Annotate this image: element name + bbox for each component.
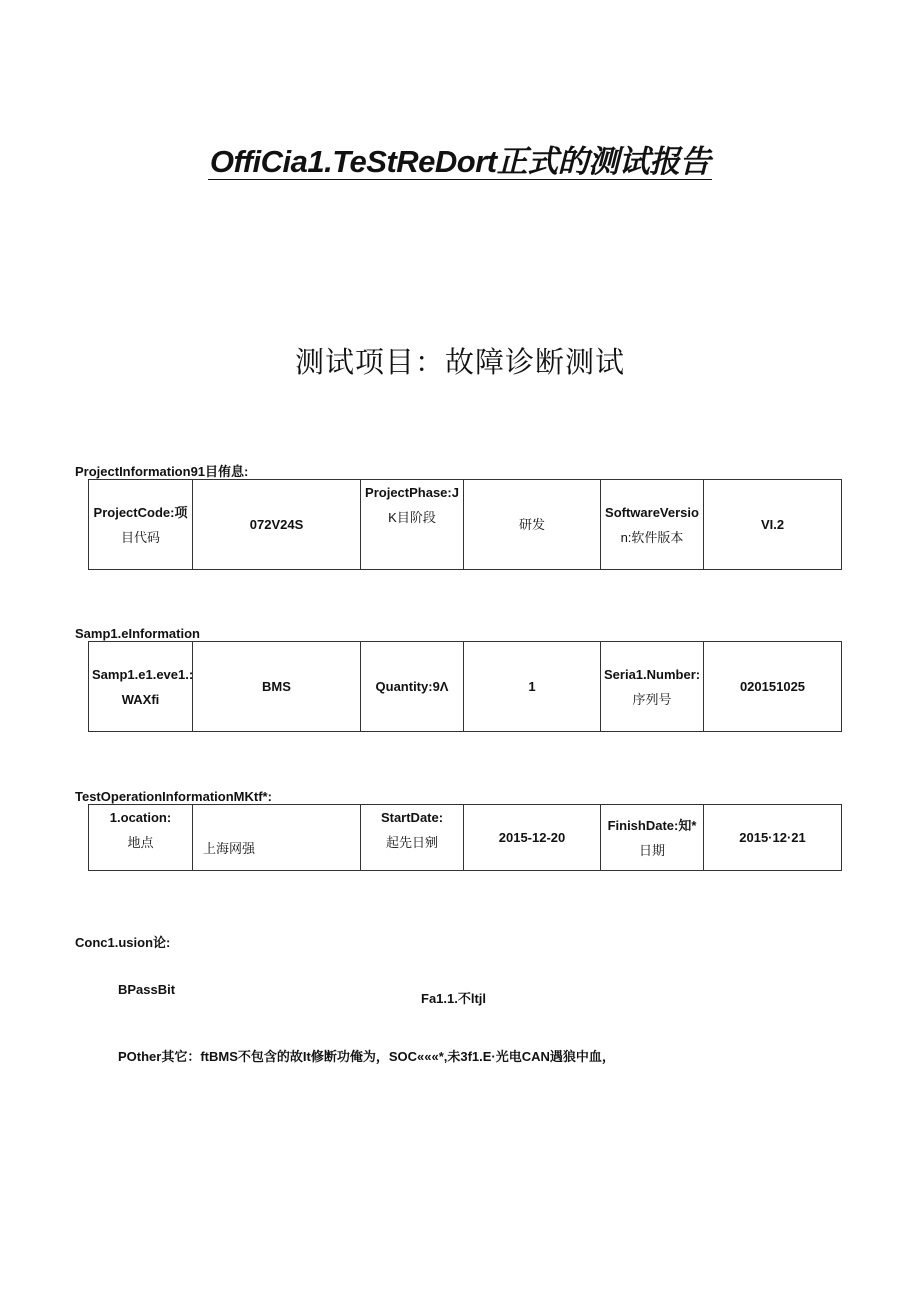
project-info-label: ProjectInformation91目侑息: [75,464,249,479]
sample-info-table [88,641,842,732]
software-version-label: SoftwareVersio n:软件版本 [601,480,704,570]
serial-number-label: Seria1.Number: 序列号 [601,642,704,732]
project-phase-value: 研发 [464,480,601,570]
sample-info-label: Samp1.eInformation [75,626,200,641]
serial-number-value: 020151025 [704,642,842,732]
finish-date-value: 2015·12·21 [704,805,842,871]
test-operation-label: TestOperationInformationMKtf*: [75,789,272,804]
location-label: 1.ocation: 地点 [89,805,193,871]
finish-date-label: FinishDate:知* 日期 [601,805,704,871]
conclusion-label: Conc1.usion论: [75,935,171,950]
software-version-value: VI.2 [704,480,842,570]
project-code-value: 072V24S [193,480,361,570]
project-code-label: ProjectCode:项 目代码 [89,480,193,570]
quantity-value: 1 [464,642,601,732]
sample-level-value: BMS [193,642,361,732]
sample-level-label: Samp1.e1.eve1.: WAXfi [89,642,193,732]
report-title: OffiCia1.TeStReDort正式的测试报告 [209,144,711,179]
location-value: 上海网强 [193,805,361,871]
start-date-value: 2015-12-20 [464,805,601,871]
conclusion-other: POther其它：ftBMS不包含的故It修断功俺为，SOC«««*,未3f1.E·光电CAN遇狼中血， [118,1049,615,1064]
conclusion-pass: BPassBit [118,982,176,997]
start-date-label: StartDate: 起先日剜 [361,805,464,871]
project-phase-label: ProjectPhase:J K目阶段 [361,480,464,570]
test-item-heading: 测试项目：故障诊断测试 [294,345,625,379]
conclusion-fail: Fa1.1.不ltjl [421,991,487,1006]
test-operation-table [88,804,842,871]
quantity-label: Quantity:9Λ [361,642,464,732]
project-info-table [88,479,842,570]
